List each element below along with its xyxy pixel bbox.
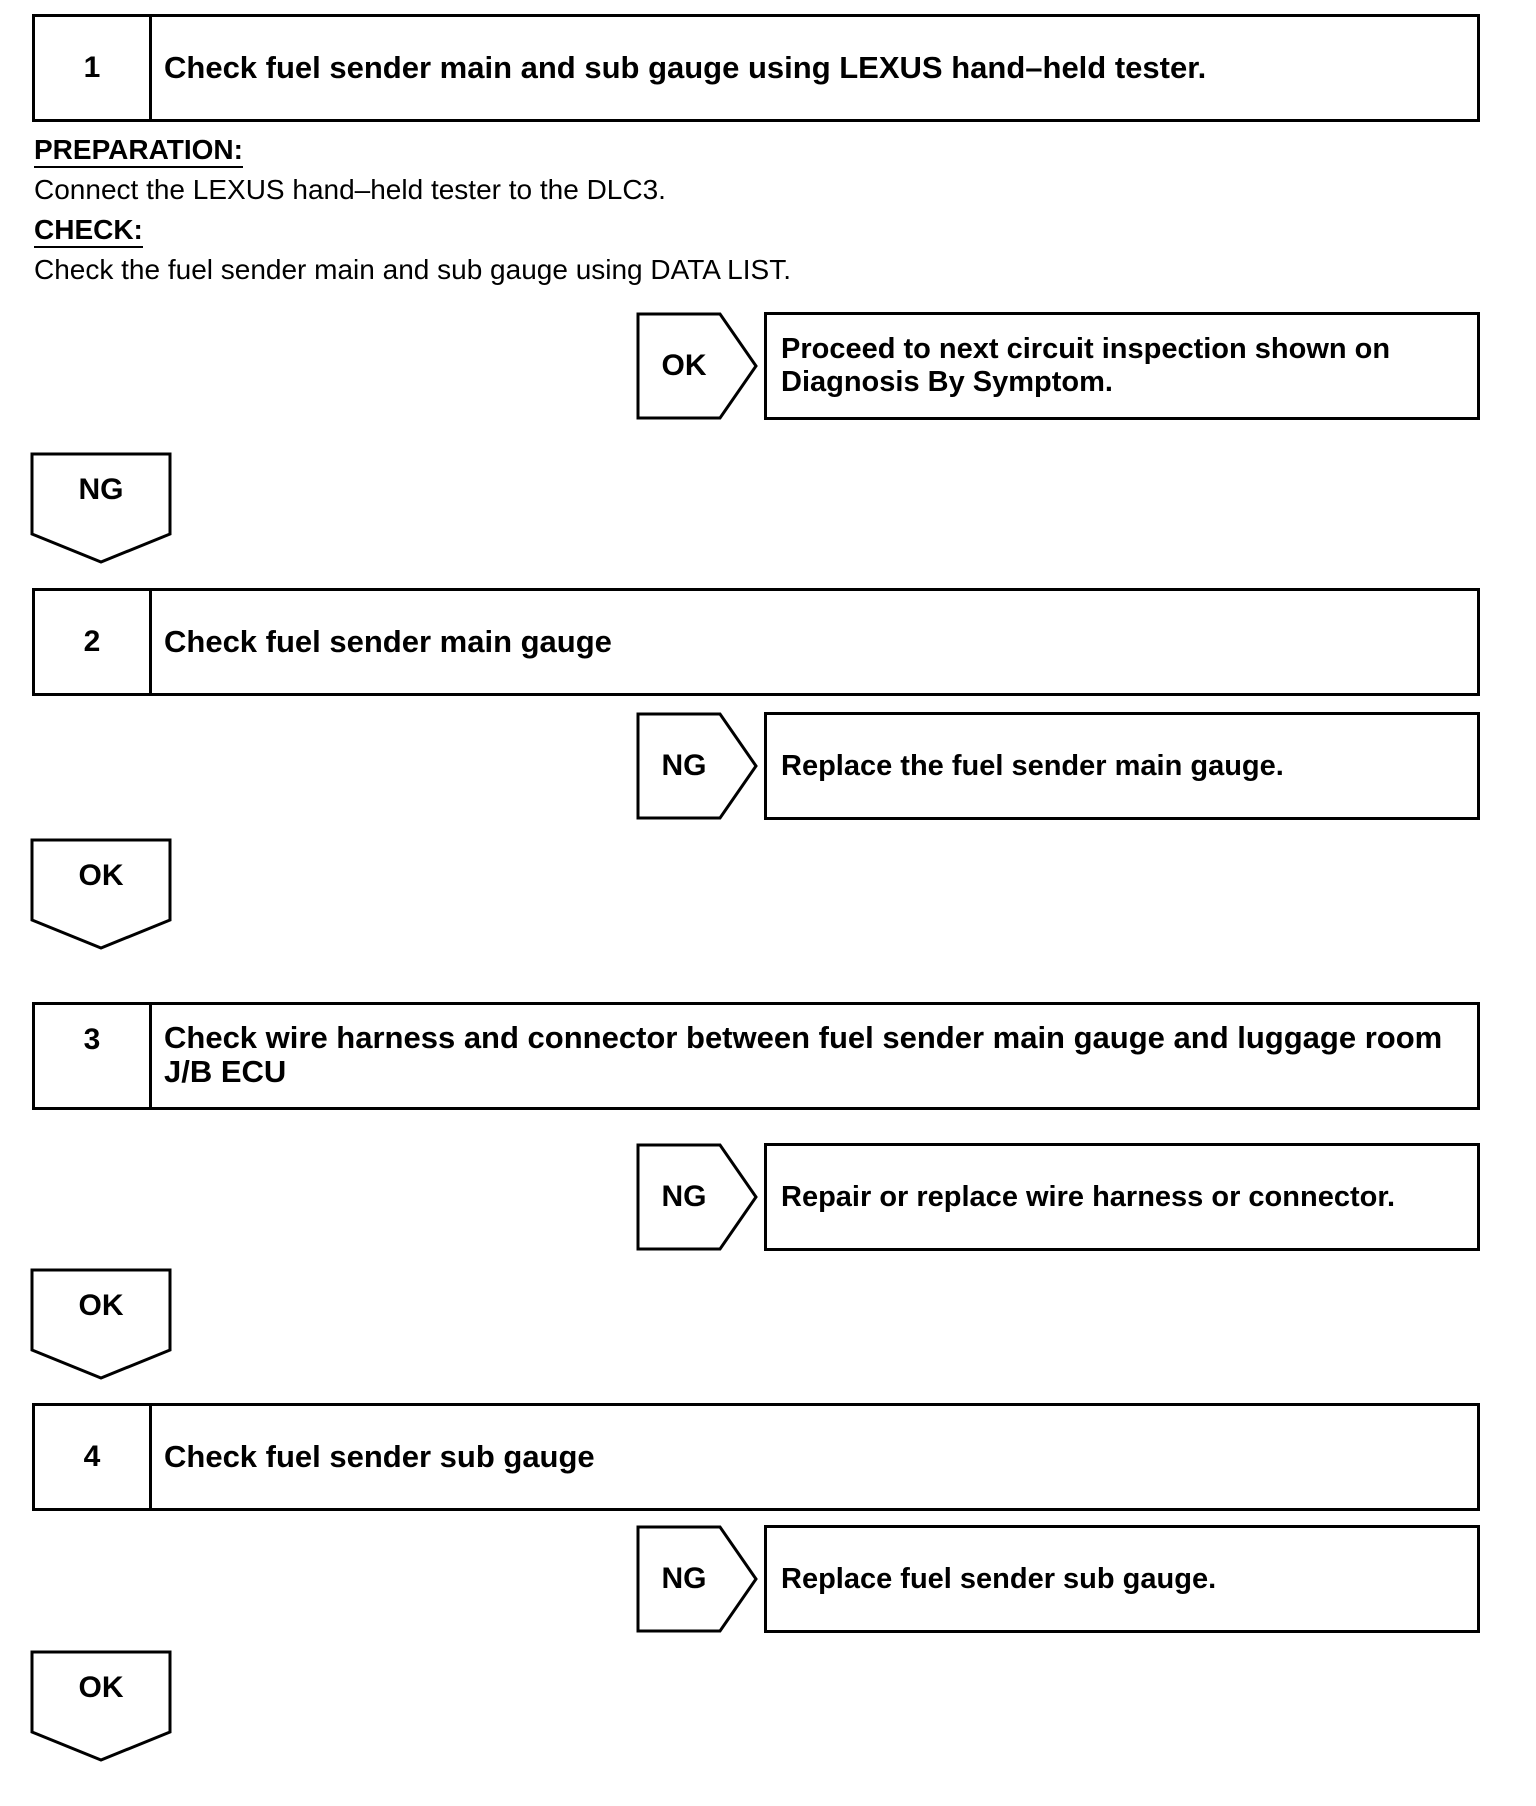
step-3-box <box>32 1002 1480 1110</box>
ng-down-arrow <box>30 452 172 562</box>
branch-label: NG <box>78 473 124 506</box>
result-box: Replace fuel sender sub gauge. <box>764 1525 1480 1633</box>
preparation-label: PREPARATION: <box>34 134 243 168</box>
branch-label: OK <box>78 859 124 892</box>
preparation-text: Connect the LEXUS hand–held tester to the DLC3. <box>34 174 666 205</box>
check-text: Check the fuel sender main and sub gauge using DATA LIST. <box>34 254 791 285</box>
branch-label: NG <box>661 1180 707 1213</box>
branch-label: OK <box>661 349 707 382</box>
step-title: Check wire harness and connector between fuel sender main gauge and luggage room J/B ECU <box>164 1020 1443 1089</box>
step-number: 3 <box>35 1005 152 1107</box>
result-box: Repair or replace wire harness or connector. <box>764 1143 1480 1251</box>
ok-down-arrow <box>30 1268 172 1378</box>
ok-down-arrow <box>30 1650 172 1760</box>
step-2-box <box>32 588 1480 696</box>
ng-side-arrow <box>636 712 760 820</box>
branch-label: OK <box>78 1671 124 1704</box>
step-title: Check fuel sender sub gauge <box>164 1439 595 1474</box>
branch-label: OK <box>78 1289 124 1322</box>
ng-side-arrow <box>636 1143 760 1251</box>
ok-side-arrow <box>636 312 760 420</box>
step-number: 4 <box>35 1406 152 1508</box>
result-box: Proceed to next circuit inspection shown on Diagnosis By Symptom. <box>764 312 1480 420</box>
step-title: Check fuel sender main gauge <box>164 624 612 659</box>
ng-side-arrow <box>636 1525 760 1633</box>
check-label: CHECK: <box>34 214 143 248</box>
step-number: 2 <box>35 591 152 693</box>
result-box: Replace the fuel sender main gauge. <box>764 712 1480 820</box>
step-1-box <box>32 14 1480 122</box>
ok-down-arrow <box>30 838 172 948</box>
step-4-box <box>32 1403 1480 1511</box>
branch-label: NG <box>661 1562 707 1595</box>
step-number: 1 <box>35 17 152 119</box>
step-title: Check fuel sender main and sub gauge using LEXUS hand–held tester. <box>164 50 1207 85</box>
branch-label: NG <box>661 749 707 782</box>
